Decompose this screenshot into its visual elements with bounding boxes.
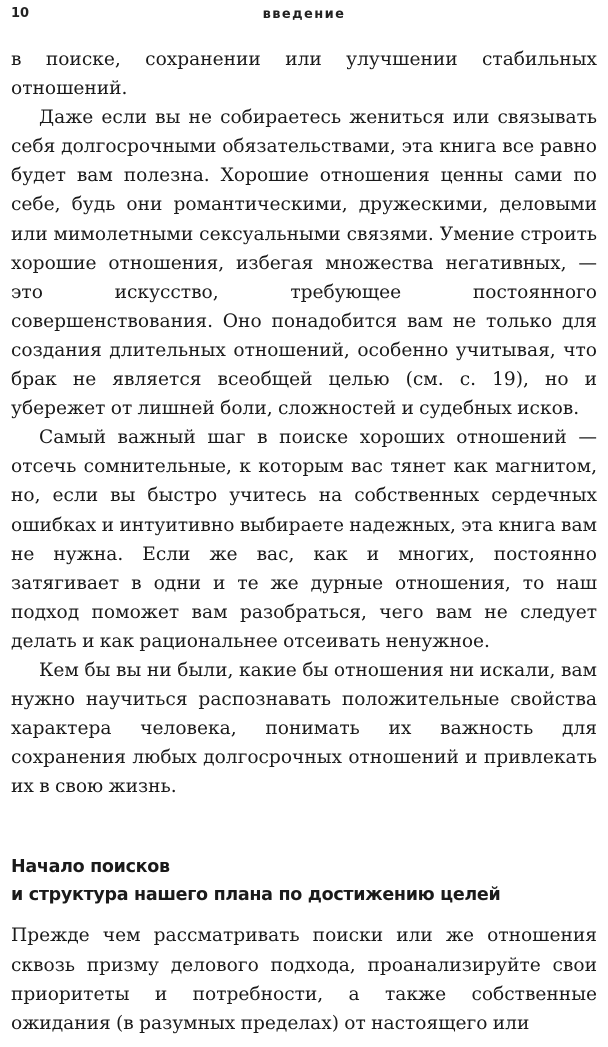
page-number: 10 [11,6,30,21]
paragraph-continued: в поиске, сохранении или улучшении стабильных отношений. [11,49,597,100]
heading-line-1: Начало поисков [11,857,170,878]
paragraph: Даже если вы не собираетесь жениться или связывать себя долгосрочными обязательствами, эта книга все равно будет вам полезна. Хорошие отношения ценны сами по себе, будь они романтическими, дружескими, деловыми или мимолетными сексуальными связями. Умение строить хорошие отношения, избегая множества негативных, — это искусство, требующее постоянного совершенствования. Оно понадобится вам не только для создания длительных отношений, особенно учитывая, что брак не является всеобщей целью (см. с. 19), но и убережет от лишней боли, сложностей и судебных исков. [11,107,597,420]
running-section-title: введение [262,7,346,22]
running-head [11,0,597,30]
paragraph: Самый важный шаг в поиске хороших отношений — отсечь сомнительные, к которым вас тянет как магнитом, но, если вы быстро учитесь на собственных сердечных ошибках и интуитивно выбираете надежных, эта книга вам не нужна. Если же вас, как и многих, постоянно затягивает в одни и те же дурные отношения, то наш подход поможет вам разобраться, чего вам не следует делать и как рациональнее отсеивать ненужное. [11,427,597,652]
paragraph-after-heading: Прежде чем рассматривать поиски или же отношения сквозь призму делового подхода, проанализируйте свои приоритеты и потребности, а также собственные ожидания (в разумных пределах) от настоящего или [11,925,597,1034]
paragraph: Кем бы вы ни были, какие бы отношения ни искали, вам нужно научиться распознавать положительные свойства характера человека, понимать их важность для сохранения любых долгосрочных отношений и привлекать их в свою жизнь. [11,659,597,798]
subsection-heading [11,853,597,909]
heading-line-2: и структура нашего плана по достижению целей [11,885,501,906]
